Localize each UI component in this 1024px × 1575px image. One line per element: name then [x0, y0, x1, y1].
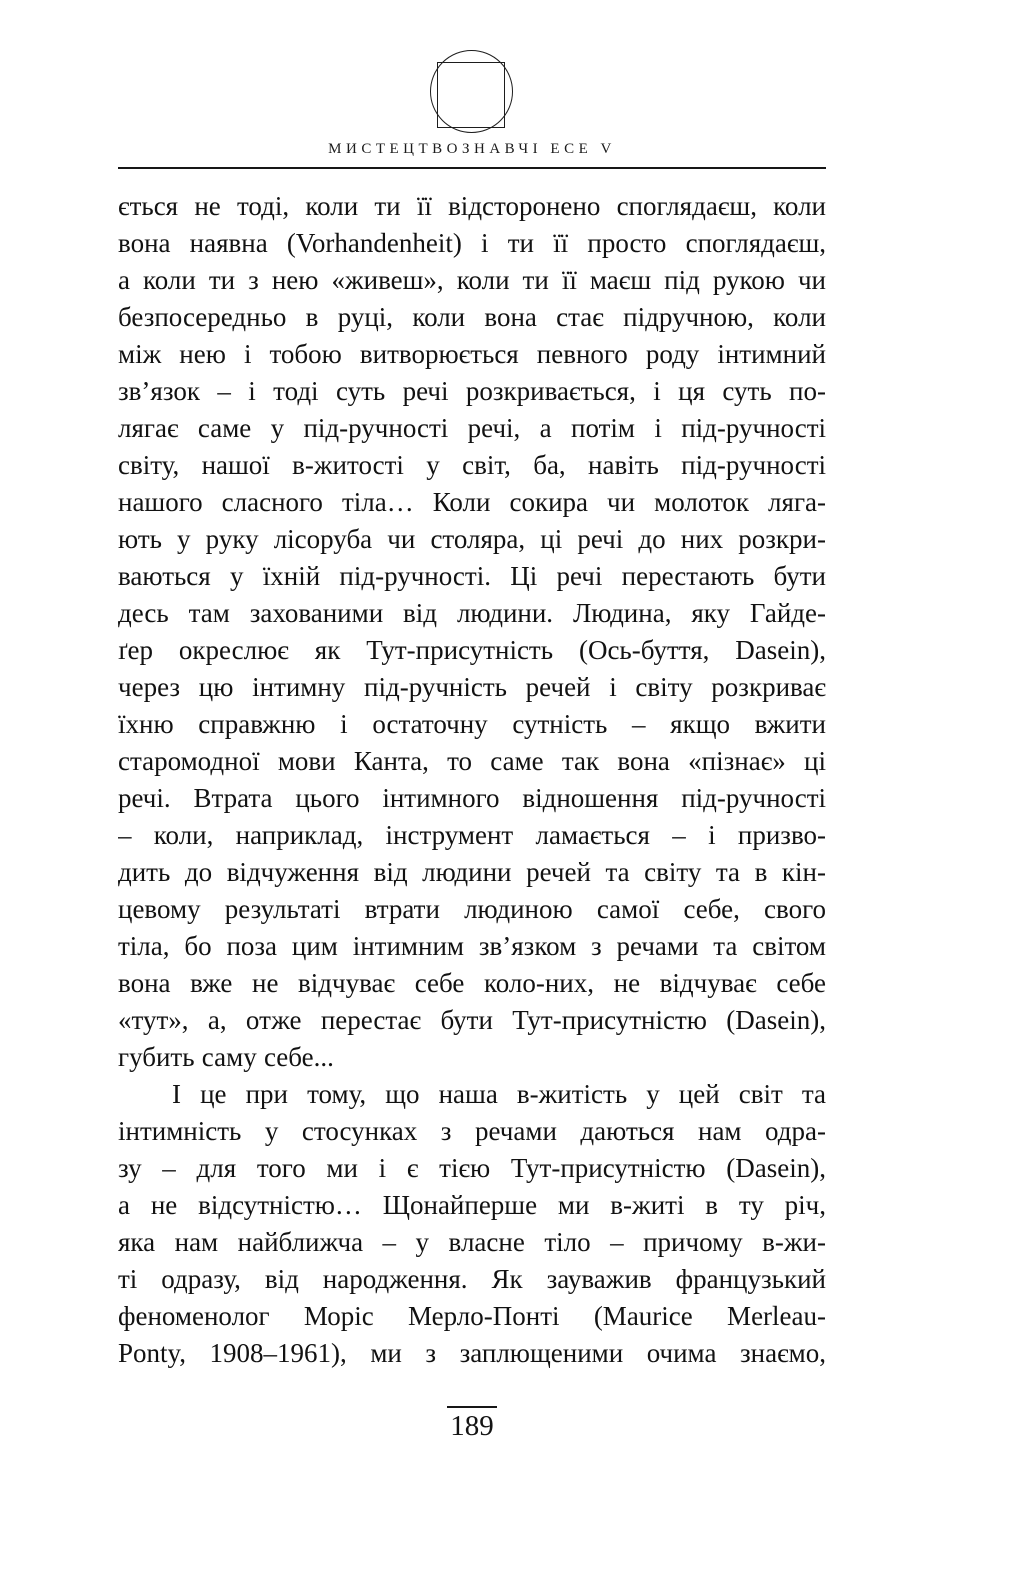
text-line: через цю інтимну під-ручність речей і світу розкриває — [118, 672, 826, 702]
text-line: а коли ти з нею «живеш», коли ти її маєш під рукою чи — [118, 265, 826, 295]
text-column — [118, 0, 826, 1443]
text-line: вона наявна (Vorhandenheit) і ти її просто споглядаєш, — [118, 228, 826, 258]
text-line: вона вже не відчуває себе коло-них, не відчуває себе — [118, 968, 826, 998]
text-line: інтимність у стосунках з речами даються нам одра- — [118, 1116, 826, 1146]
text-line: ґер окреслює як Тут-присутність (Ось-буття, Dasein), — [118, 635, 826, 665]
text-line: старомодної мови Канта, то саме так вона «пізнає» ці — [118, 746, 826, 776]
text-line: десь там захованими від людини. Людина, яку Гайде- — [118, 598, 826, 628]
page-text — [118, 188, 826, 1372]
text-line: тіла, бо поза цим інтимним зв’язком з речами та світом — [118, 931, 826, 961]
text-line: дить до відчуження від людини речей та світу та в кін- — [118, 857, 826, 887]
text-line: нашого сласного тіла… Коли сокира чи молоток ляга- — [118, 487, 826, 517]
text-line: безпосередньо в руці, коли вона стає підручною, коли — [118, 302, 826, 332]
text-line: світу, нашої в-житості у світ, ба, навіть під-ручності — [118, 450, 826, 480]
paragraph-continued — [118, 188, 826, 1076]
publisher-logo-icon — [430, 50, 514, 135]
text-line: лягає саме у під-ручності речі, а потім і під-ручності — [118, 413, 826, 443]
paragraph-new — [118, 1076, 826, 1372]
page-footer — [118, 1406, 826, 1443]
text-line: а не відсутністю… Щонайперше ми в-житі в ту річ, — [118, 1190, 826, 1220]
text-line: Ponty, 1908–1961), ми з заплющеними очима знаємо, — [118, 1338, 826, 1368]
text-line: – коли, наприклад, інструмент ламається – і призво- — [118, 820, 826, 850]
text-line: цевому результаті втрати людиною самої себе, свого — [118, 894, 826, 924]
text-line: І це при тому, що наша в-житість у цей світ та — [172, 1079, 826, 1109]
text-line: ваються у їхній під-ручності. Ці речі перестають бути — [118, 561, 826, 591]
text-line: їхню справжню і остаточну сутність – якщо вжити — [118, 709, 826, 739]
text-line: «тут», а, отже перестає бути Тут-присутністю (Dasein), — [118, 1005, 826, 1035]
text-line: ють у руку лісоруба чи столяра, ці речі до них розкри- — [118, 524, 826, 554]
text-line: яка нам найближча – у власне тіло – причому в-жи- — [118, 1227, 826, 1257]
header-divider — [118, 167, 826, 169]
text-line: речі. Втрата цього інтимного відношення під-ручності — [118, 783, 826, 813]
text-line: між нею і тобою витворюється певного роду інтимний — [118, 339, 826, 369]
page-number: 189 — [447, 1406, 497, 1443]
text-line: губить саму себе... — [118, 1042, 334, 1072]
page-header — [118, 50, 826, 169]
text-line: зу – для того ми і є тією Тут-присутністю (Dasein), — [118, 1153, 826, 1183]
text-line: зв’язок – і тоді суть речі розкривається, і ця суть по- — [118, 376, 826, 406]
text-line: ті одразу, від народження. Як зауважив французький — [118, 1264, 826, 1294]
text-line: ється не тоді, коли ти її відсторонено споглядаєш, коли — [118, 191, 826, 221]
text-line: феноменолог Моріс Мерло-Понті (Maurice Merleau- — [118, 1301, 826, 1331]
running-title: МИСТЕЦТВОЗНАВЧІ ЕСЕ V — [328, 141, 616, 157]
logo-square-shape — [437, 62, 505, 128]
